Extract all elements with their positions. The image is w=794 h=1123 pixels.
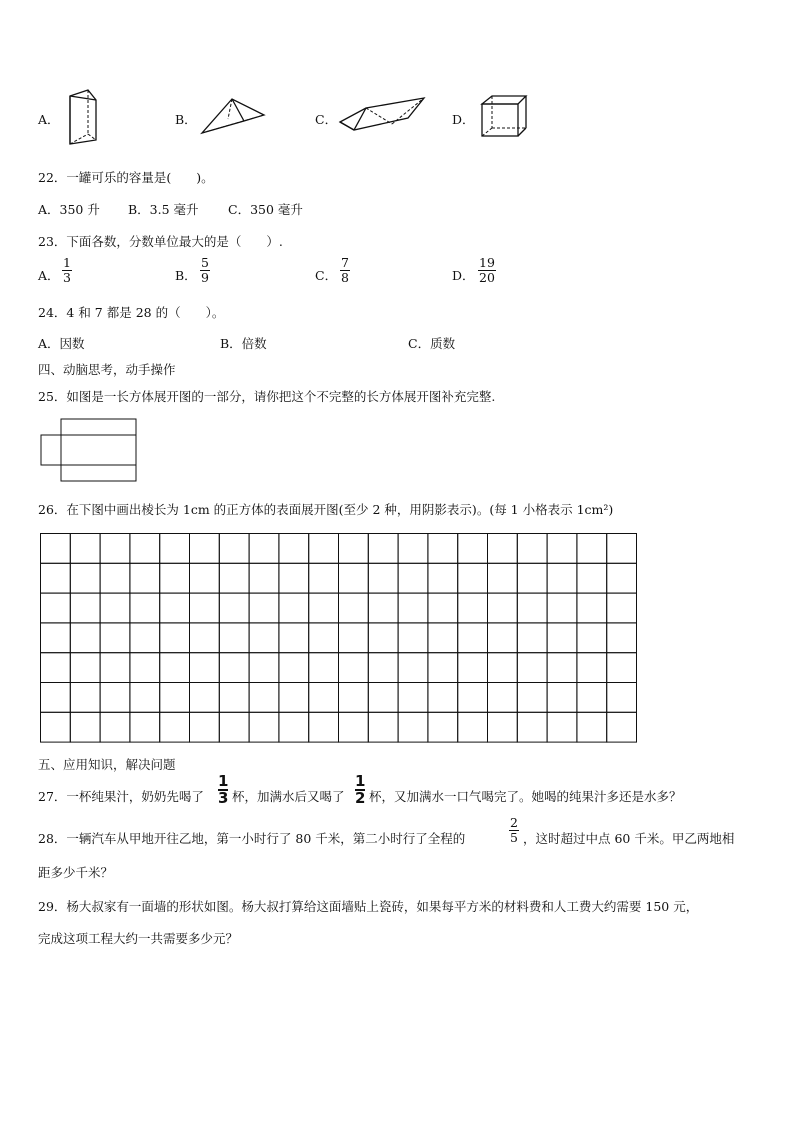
grid-cell[interactable]: [517, 534, 547, 564]
grid-cell[interactable]: [398, 623, 428, 653]
grid-cell[interactable]: [488, 653, 518, 683]
grid-cell[interactable]: [160, 623, 190, 653]
grid-cell[interactable]: [190, 683, 220, 713]
q27-text-part3: 杯，又加满水一口气喝完了。她喝的纯果汁多还是水多？: [369, 789, 682, 804]
q21-option-d-label: D．: [452, 112, 475, 127]
grid-cell[interactable]: [279, 712, 309, 742]
q24-stem: 24．4 和 7 都是 28 的（ ）。: [38, 305, 225, 320]
grid-cell[interactable]: [398, 683, 428, 713]
grid-cell[interactable]: [488, 593, 518, 623]
grid-cell[interactable]: [100, 623, 130, 653]
grid-cell[interactable]: [219, 534, 249, 564]
grid-cell[interactable]: [70, 563, 100, 593]
grid-cell[interactable]: [488, 563, 518, 593]
fraction-numerator: 7: [341, 255, 349, 270]
partial-cuboid-net-figure: [40, 418, 140, 484]
grid-cell[interactable]: [607, 563, 637, 593]
grid-cell[interactable]: [398, 563, 428, 593]
grid-cell[interactable]: [100, 534, 130, 564]
grid-cell[interactable]: [398, 712, 428, 742]
fraction-denominator: 3: [218, 789, 229, 807]
grid-cell[interactable]: [100, 653, 130, 683]
fraction-denominator: 3: [63, 270, 71, 285]
grid-cell[interactable]: [219, 653, 249, 683]
grid-cell[interactable]: [517, 623, 547, 653]
grid-cell[interactable]: [368, 683, 398, 713]
grid-cell[interactable]: [160, 653, 190, 683]
grid-cell[interactable]: [279, 534, 309, 564]
fraction-denominator: 2: [355, 789, 366, 807]
fraction-denominator: 20: [479, 270, 495, 285]
grid-cell[interactable]: [130, 653, 160, 683]
grid-cell[interactable]: [368, 623, 398, 653]
grid-cell[interactable]: [309, 683, 339, 713]
grid-cell[interactable]: [130, 593, 160, 623]
grid-cell[interactable]: [70, 623, 100, 653]
grid-cell[interactable]: [309, 563, 339, 593]
grid-cell[interactable]: [219, 712, 249, 742]
grid-cell[interactable]: [458, 623, 488, 653]
grid-cell[interactable]: [428, 683, 458, 713]
grid-cell[interactable]: [70, 534, 100, 564]
grid-cell[interactable]: [130, 534, 160, 564]
grid-cell[interactable]: [41, 712, 71, 742]
q23-option-a-label: A．: [38, 268, 60, 283]
grid-cell[interactable]: [160, 683, 190, 713]
q23-option-b-label: B．: [175, 268, 197, 283]
grid-cell[interactable]: [190, 534, 220, 564]
grid-cell[interactable]: [100, 683, 130, 713]
q21-option-a-label: A．: [38, 112, 60, 127]
q27-fraction-1: [218, 774, 228, 806]
fraction-denominator: 5: [510, 830, 518, 845]
grid-cell[interactable]: [279, 683, 309, 713]
lying-prism-figure: [336, 96, 432, 138]
grid-cell[interactable]: [249, 593, 279, 623]
q29-text-line2: 完成这项工程大约一共需要多少元？: [38, 931, 239, 946]
q21-option-c-label: C．: [315, 112, 338, 127]
grid-cell[interactable]: [368, 593, 398, 623]
grid-cell[interactable]: [547, 534, 577, 564]
grid-cell[interactable]: [458, 534, 488, 564]
grid-cell[interactable]: [517, 593, 547, 623]
grid-cell[interactable]: [607, 712, 637, 742]
grid-cell[interactable]: [577, 623, 607, 653]
grid-cell[interactable]: [368, 653, 398, 683]
grid-cell[interactable]: [249, 623, 279, 653]
q25-stem: 25．如图是一长方体展开图的一部分，请你把这个不完整的长方体展开图补充完整.: [38, 389, 496, 404]
triangular-pyramid-figure: [198, 95, 270, 139]
grid-cell[interactable]: [190, 623, 220, 653]
grid-cell[interactable]: [607, 623, 637, 653]
section-5-title: 五、应用知识，解决问题: [38, 757, 176, 772]
grid-cell[interactable]: [130, 623, 160, 653]
q23-option-c-fraction: [340, 256, 350, 285]
grid-cell[interactable]: [70, 593, 100, 623]
grid-cell[interactable]: [339, 712, 369, 742]
q22-option-b: B．3.5 毫升: [128, 202, 199, 217]
grid-cell[interactable]: [428, 712, 458, 742]
fraction-numerator: 1: [218, 772, 229, 790]
grid-cell[interactable]: [249, 683, 279, 713]
grid-cell[interactable]: [309, 712, 339, 742]
grid-cell[interactable]: [339, 534, 369, 564]
grid-cell[interactable]: [517, 563, 547, 593]
grid-cell[interactable]: [428, 653, 458, 683]
grid-cell[interactable]: [339, 623, 369, 653]
q22-option-a: A．350 升: [38, 202, 100, 217]
grid-cell[interactable]: [607, 593, 637, 623]
grid-cell[interactable]: [249, 653, 279, 683]
q22-stem: 22．一罐可乐的容量是( )。: [38, 170, 214, 185]
grid-cell[interactable]: [368, 712, 398, 742]
grid-cell[interactable]: [219, 593, 249, 623]
grid-cell[interactable]: [517, 653, 547, 683]
q29-text-line1: 29．杨大叔家有一面墙的形状如图。杨大叔打算给这面墙贴上瓷砖，如果每平方米的材料费和人工费大约需要 150 元，: [38, 899, 699, 914]
grid-cell[interactable]: [190, 712, 220, 742]
grid-cell[interactable]: [190, 593, 220, 623]
q23-option-b-fraction: [200, 256, 210, 285]
grid-cell[interactable]: [398, 534, 428, 564]
grid-cell[interactable]: [249, 712, 279, 742]
q21-option-b-label: B．: [175, 112, 197, 127]
grid-cell[interactable]: [219, 563, 249, 593]
q24-option-c: C．质数: [408, 336, 456, 351]
grid-cell[interactable]: [488, 683, 518, 713]
grid-cell[interactable]: [368, 563, 398, 593]
grid-cell[interactable]: [41, 593, 71, 623]
q23-option-d-fraction: [478, 256, 496, 285]
q28-text-line2: 距多少千米？: [38, 865, 114, 880]
fraction-denominator: 8: [341, 270, 349, 285]
grid-cell[interactable]: [160, 593, 190, 623]
grid-cell[interactable]: [249, 563, 279, 593]
grid-cell[interactable]: [398, 653, 428, 683]
grid-cell[interactable]: [458, 653, 488, 683]
grid-cell[interactable]: [219, 623, 249, 653]
grid-cell[interactable]: [279, 563, 309, 593]
grid-cell[interactable]: [547, 563, 577, 593]
q27-fraction-2: [355, 774, 365, 806]
grid-cell[interactable]: [488, 623, 518, 653]
grid-cell[interactable]: [458, 593, 488, 623]
grid-cell[interactable]: [428, 593, 458, 623]
grid-cell[interactable]: [458, 712, 488, 742]
section-4-title: 四、动脑思考，动手操作: [38, 362, 176, 377]
grid-cell[interactable]: [547, 712, 577, 742]
q23-option-c-label: C．: [315, 268, 338, 283]
grid-cell[interactable]: [577, 653, 607, 683]
grid-cell[interactable]: [190, 653, 220, 683]
grid-cell[interactable]: [41, 563, 71, 593]
grid-cell[interactable]: [100, 712, 130, 742]
grid-cell[interactable]: [160, 534, 190, 564]
fraction-numerator: 19: [479, 255, 495, 270]
grid-cell[interactable]: [458, 683, 488, 713]
grid-cell[interactable]: [41, 683, 71, 713]
grid-cell[interactable]: [428, 623, 458, 653]
q23-stem: 23．下面各数，分数单位最大的是（ ）.: [38, 234, 283, 249]
grid-cell[interactable]: [577, 534, 607, 564]
grid-cell[interactable]: [160, 712, 190, 742]
grid-cell[interactable]: [607, 653, 637, 683]
q24-option-b: B．倍数: [220, 336, 267, 351]
grid-cell[interactable]: [547, 593, 577, 623]
grid-cell[interactable]: [279, 653, 309, 683]
grid-cell[interactable]: [190, 563, 220, 593]
grid-cell[interactable]: [607, 534, 637, 564]
fraction-numerator: 2: [510, 815, 518, 830]
q23-option-a-fraction: [62, 256, 72, 285]
q24-option-a: A．因数: [38, 336, 85, 351]
grid-cell[interactable]: [309, 653, 339, 683]
grid-cell[interactable]: [488, 534, 518, 564]
grid-cell[interactable]: [70, 653, 100, 683]
grid-cell[interactable]: [517, 712, 547, 742]
grid-cell[interactable]: [100, 563, 130, 593]
q28-text-part1: 28．一辆汽车从甲地开往乙地，第一小时行了 80 千米，第二小时行了全程的: [38, 831, 466, 846]
square-grid[interactable]: [40, 533, 640, 741]
grid-cell[interactable]: [130, 683, 160, 713]
grid-cell[interactable]: [368, 534, 398, 564]
grid-cell[interactable]: [577, 712, 607, 742]
grid-cell[interactable]: [547, 653, 577, 683]
q22-option-c: C．350 毫升: [228, 202, 303, 217]
q28-fraction: [509, 816, 519, 845]
q27-text-part1: 27．一杯纯果汁，奶奶先喝了: [38, 789, 204, 804]
cube-figure: [476, 94, 532, 140]
grid-cell[interactable]: [279, 623, 309, 653]
grid-cell[interactable]: [428, 563, 458, 593]
grid-cell[interactable]: [577, 593, 607, 623]
grid-cell[interactable]: [577, 563, 607, 593]
grid-cell[interactable]: [577, 683, 607, 713]
grid-cell[interactable]: [339, 563, 369, 593]
q27-text-part2: 杯，加满水后又喝了: [232, 789, 345, 804]
grid-cell[interactable]: [41, 623, 71, 653]
grid-cell[interactable]: [428, 534, 458, 564]
grid-cell[interactable]: [339, 593, 369, 623]
grid-cell[interactable]: [339, 653, 369, 683]
grid-cell[interactable]: [339, 683, 369, 713]
grid-cell[interactable]: [547, 623, 577, 653]
grid-cell[interactable]: [309, 534, 339, 564]
grid-cell[interactable]: [547, 683, 577, 713]
grid-cell[interactable]: [70, 712, 100, 742]
grid-cell[interactable]: [309, 623, 339, 653]
fraction-numerator: 1: [63, 255, 71, 270]
grid-cell[interactable]: [309, 593, 339, 623]
fraction-denominator: 9: [201, 270, 209, 285]
grid-cell[interactable]: [41, 534, 71, 564]
grid-cell[interactable]: [607, 683, 637, 713]
q26-stem: 26．在下图中画出棱长为 1cm 的正方体的表面展开图(至少 2 种，用阴影表示)。(每 1 小格表示 1cm²): [38, 502, 614, 517]
grid-cell[interactable]: [41, 653, 71, 683]
grid-cell[interactable]: [130, 712, 160, 742]
grid-cell[interactable]: [160, 563, 190, 593]
grid-cell[interactable]: [130, 563, 160, 593]
grid-cell[interactable]: [249, 534, 279, 564]
upright-prism-figure: [60, 88, 106, 148]
grid-cell[interactable]: [488, 712, 518, 742]
grid-cell[interactable]: [100, 593, 130, 623]
grid-cell[interactable]: [279, 593, 309, 623]
q23-option-d-label: D．: [452, 268, 475, 283]
grid-cell[interactable]: [70, 683, 100, 713]
grid-cell[interactable]: [458, 563, 488, 593]
fraction-numerator: 5: [201, 255, 209, 270]
grid-cell[interactable]: [219, 683, 249, 713]
fraction-numerator: 1: [355, 772, 366, 790]
q28-text-part2: ，这时超过中点 60 千米。甲乙两地相: [523, 831, 735, 846]
grid-cell[interactable]: [517, 683, 547, 713]
grid-cell[interactable]: [398, 593, 428, 623]
